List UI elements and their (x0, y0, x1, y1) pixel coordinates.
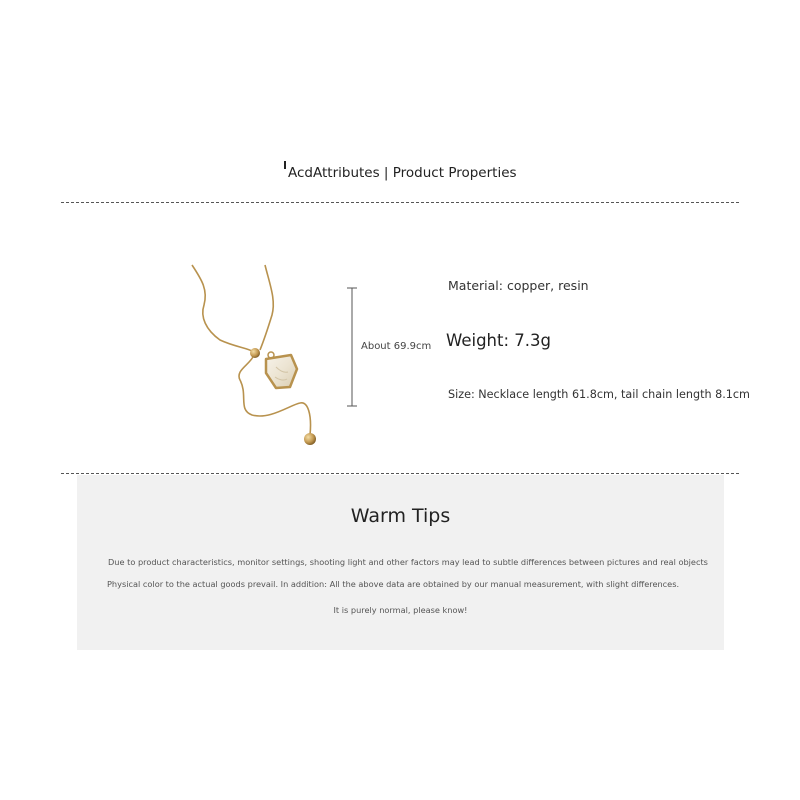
bottom-divider (61, 473, 739, 474)
warm-tips-panel (77, 475, 724, 650)
junction-bead (250, 348, 260, 358)
size-property: Size: Necklace length 61.8cm, tail chain length 8.1cm (448, 388, 750, 401)
weight-property: Weight: 7.3g (446, 331, 552, 350)
warm-tips-title: Warm Tips (350, 505, 451, 527)
material-property: Material: copper, resin (448, 278, 589, 293)
length-measure-bracket (345, 287, 359, 407)
title-marker (284, 161, 286, 169)
warm-tips-line-2: Physical color to the actual goods prevail. In addition: All the above data are obtained by our manual measurement, with slight differences. (107, 579, 680, 589)
end-bead (304, 433, 316, 445)
warm-tips-line-1: Due to product characteristics, monitor settings, shooting light and other factors may lead to subtle differences between pictures and real objects (108, 557, 708, 567)
length-measure-label: About 69.9cm (361, 341, 432, 352)
section-title: AcdAttributes | Product Properties (288, 165, 517, 181)
top-divider (61, 202, 739, 203)
warm-tips-line-3: It is purely normal, please know! (333, 605, 468, 615)
necklace-product-image (180, 255, 330, 455)
